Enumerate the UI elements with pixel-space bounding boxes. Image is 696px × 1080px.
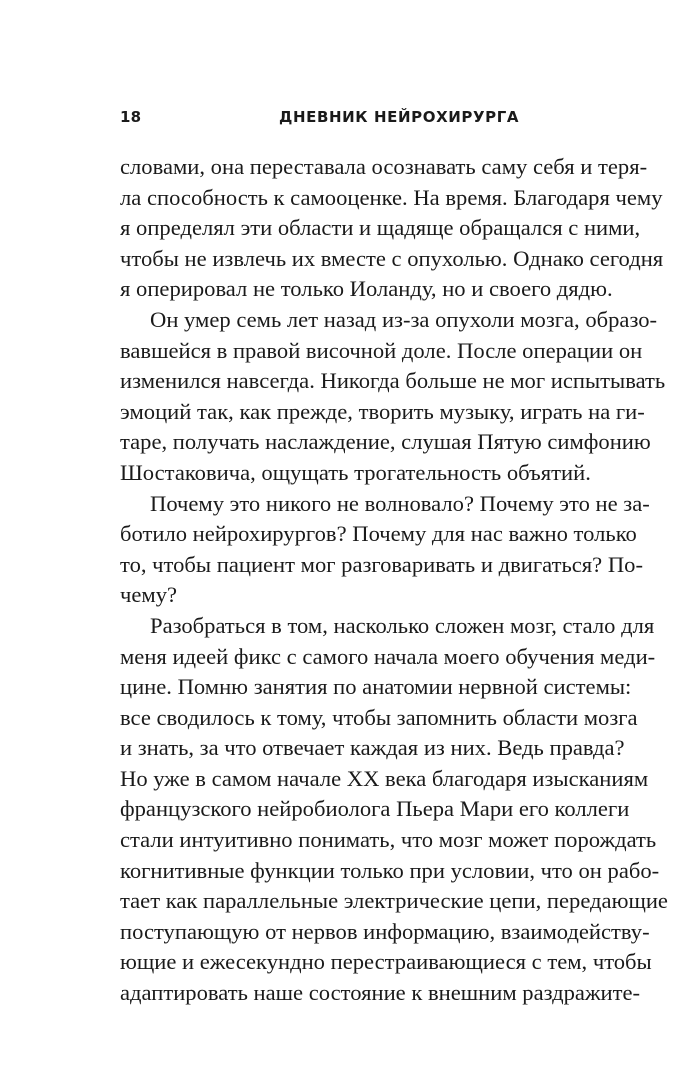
text-line: адаптировать наше состояние к внешним раздражите- <box>120 980 641 1006</box>
text-line: меня идеей фикс с самого начала моего обучения меди- <box>120 643 656 669</box>
text-line: таре, получать наслаждение, слушая Пятую симфонию <box>120 429 651 455</box>
text-line: ла способность к самооценке. На время. Благодаря чему <box>120 184 663 210</box>
text-line: стали интуитивно понимать, что мозг может порождать <box>120 827 657 853</box>
text-line: я определял эти области и щадяще обращался с ними, <box>120 215 641 241</box>
running-header <box>120 108 596 132</box>
text-line: Но уже в самом начале XX века благодаря изысканиям <box>120 765 649 791</box>
text-line: поступающую от нервов информацию, взаимодейству- <box>120 918 650 944</box>
text-line: эмоций так, как прежде, творить музыку, играть на ги- <box>120 398 645 424</box>
text-line: изменился навсегда. Никогда больше не мог испытывать <box>120 368 666 394</box>
text-line: все сводилось к тому, чтобы запомнить области мозга <box>120 704 638 730</box>
text-line: я оперировал не только Иоланду, но и своего дядю. <box>120 276 613 302</box>
text-line: ботило нейрохирургов? Почему для нас важно только <box>120 521 637 547</box>
body-text <box>120 152 668 1009</box>
text-line: чтобы не извлечь их вместе с опухолью. Однако сегодня <box>120 245 664 271</box>
running-title: ДНЕВНИК НЕЙРОХИРУРГА <box>279 108 520 126</box>
text-line: Почему это никого не волновало? Почему это не за- <box>150 490 650 516</box>
text-line: Он умер семь лет назад из-за опухоли мозга, образо- <box>150 306 658 332</box>
text-line: чему? <box>120 582 178 608</box>
text-line: французского нейробиолога Пьера Мари его коллеги <box>120 796 630 822</box>
text-line: Шостаковича, ощущать трогательность объятий. <box>120 459 591 485</box>
text-line: тает как параллельные электрические цепи, передающие <box>120 888 668 914</box>
text-line: то, чтобы пациент мог разговаривать и двигаться? По- <box>120 551 643 577</box>
text-line: Разобраться в том, насколько сложен мозг, стало для <box>150 612 655 638</box>
text-line: когнитивные функции только при условии, что он рабо- <box>120 857 660 883</box>
page-number: 18 <box>120 108 142 126</box>
text-line: цине. Помню занятия по анатомии нервной системы: <box>120 674 632 700</box>
text-line: и знать, за что отвечает каждая из них. Ведь правда? <box>120 735 625 761</box>
text-line: ющие и ежесекундно перестраивающиеся с тем, чтобы <box>120 949 652 975</box>
text-line: словами, она переставала осознавать саму себя и теря- <box>120 154 648 179</box>
text-line: вавшейся в правой височной доле. После операции он <box>120 337 643 363</box>
